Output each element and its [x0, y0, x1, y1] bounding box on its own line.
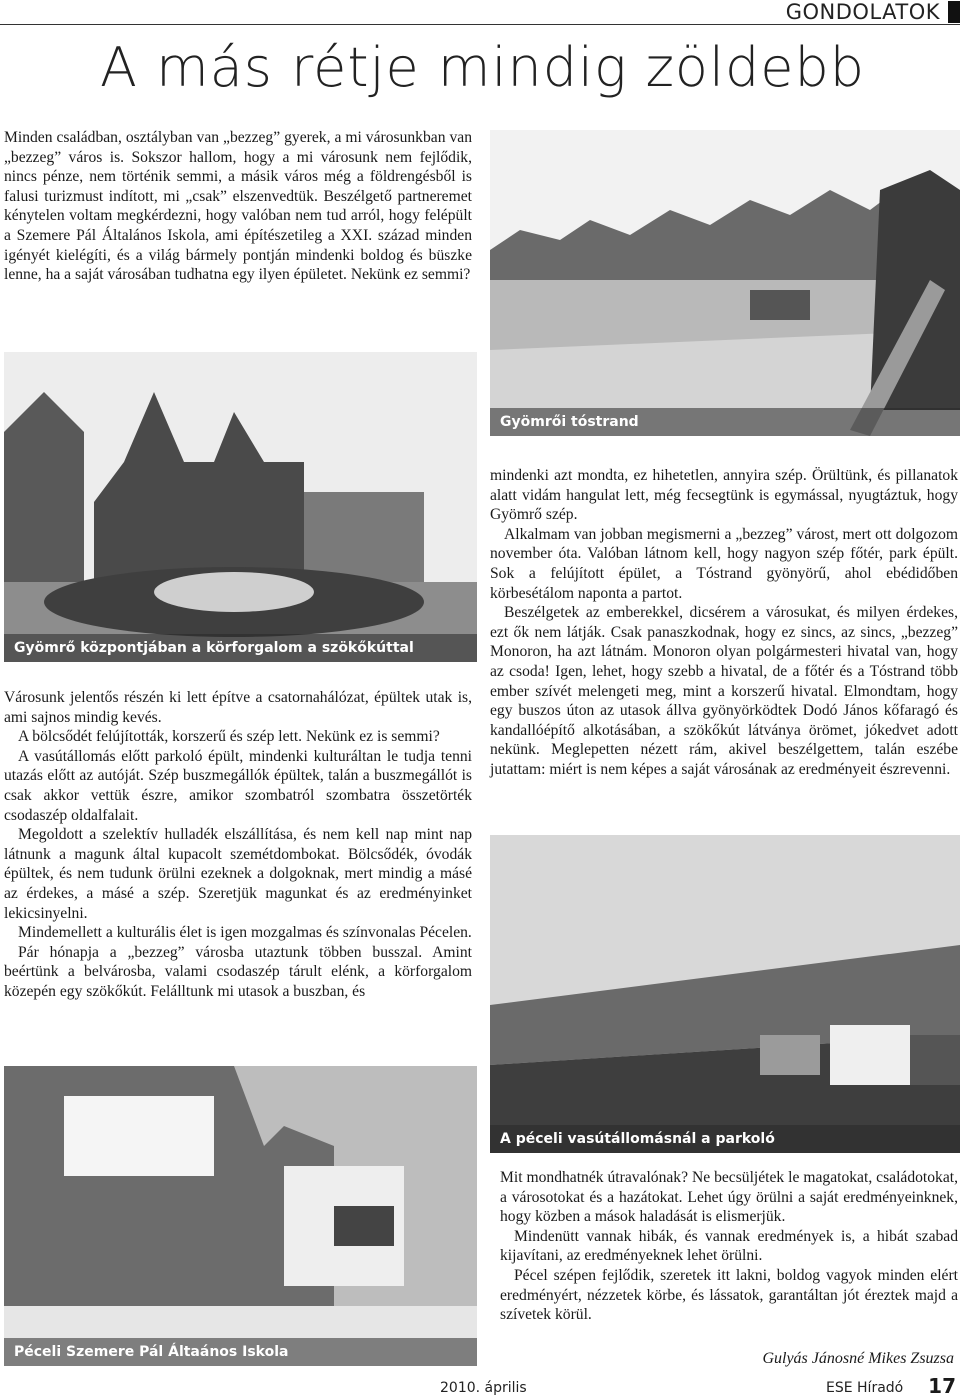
roundabout-caption: Gyömrő központjában a körforgalom a szökőkúttal [4, 634, 477, 662]
paragraph: Beszélgetek az emberekkel, dicsérem a városukat, és milyen érdekes, ezt ők nem látják. Csak panaszkodnak, hogy ez sincs, az sincs, „bezzeg” Monoron, ha azt látnám. Monoron olyan polgármesteri hivatal van, hogy az csoda! Igen, lehet, hogy szebb a hivatal, de a főtér és a Tóstrand több ember szívét melengeti meg, mint a korszerű hivatal. Elmondtam, hogy egy buszos úton az utasok állva gyönyörködtek Dodó János kőfaragó és kandallóépítő alkotásában, a szökőkút látványa örömet, jókedvet adott nekünk. Meglepetten nézett rám, akivel beszélgettem, talán eszébe jutattam: miért is nem képes a saját városának az eredményeit észrevenni. [490, 604, 958, 778]
article-title: A más rétje mindig zöldebb [100, 36, 866, 99]
roundabout-image [4, 352, 477, 662]
paragraph: Pécel szépen fejlődik, szeretek itt lakni, boldog vagyok minden elért eredményért, nézzetek körbe, és lássatok, garantáltan jót éreztek majd a szívetek körül. [500, 1266, 958, 1324]
footer-date: 2010. április [440, 1380, 527, 1396]
intro-paragraph: Minden családban, osztályban van „bezzeg” gyerek, a mi városunkban van „bezzeg” város is. Sokszor hallom, hogy a mi városunk nem fejlődik, nincs pénze, nem történik semmi, a másik város még a földrengésből is falusi turizmust indított, mi „csak” elszenvedtük. Beszélgető partneremet kénytelen voltam megkérdezni, hogy valóban nem tud arról, hogy felépült a Szemere Pál Általános Iskola, ami építészetileg a XXI. század minden igényét kielégíti, és a világ bármely pontján mindenki boldog és büszke lenne, ha a saját városában tudhatna egy ilyen épületet. Nekünk ez semmi? [4, 129, 472, 284]
paragraph: Megoldott a szelektív hulladék elszállítása, és nem kell nap mint nap látnunk a magunk által kupacolt szemétdombokat. Bölcsődék, óvodák épültek, és nem tudunk örülni ezeknek a dolgoknak, mert mindig a másé az érdekes, a másé a szép. Szeretjük magunkat és az eredményinket lekicsinyelni. [4, 826, 472, 922]
section-tag [786, 0, 960, 24]
paragraph: Alkalmam van jobban megismerni a „bezzeg” várost, mert ott dolgozom november óta. Valóban látnom kell, hogy nagyon szép főtér, park épült. Sok a felújított épület, a Tóstrand gyönyörű, ahol ebédidőben körbesétálom naponta a partot. [490, 525, 958, 602]
paragraph: Pár hónapja a „bezzeg” városba utaztunk többen busszal. Amint beértünk a belvárosba, valami csodaszép tárult elénk, a körforgalom közepén egy szökőkút. Felálltunk mi utasok a buszban, és [4, 943, 472, 1000]
paragraph: Mindenütt vannak hibák, és vannak eredmények is, a hibát szabad kijavítani, az eredményeknek lehet örülni. [500, 1227, 958, 1265]
paragraph: A bölcsődét felújították, korszerű és szép lett. Nekünk ez is semmi? [18, 728, 440, 746]
paragraph: Városunk jelentős részén ki lett építve a csatornahálózat, épültek utak is, ami sajnos mindig kevés. [4, 689, 472, 726]
lake-image [490, 130, 960, 436]
school-caption: Péceli Szemere Pál Áltaános Iskola [4, 1338, 477, 1366]
left-column [4, 688, 472, 1002]
parking-photo [490, 835, 960, 1153]
school-image [4, 1066, 477, 1366]
school-photo [4, 1066, 477, 1366]
section-label: GONDOLATOK [785, 0, 940, 24]
author-signature: Gulyás Jánosné Mikes Zsuzsa [762, 1350, 954, 1367]
page-number: 17 [928, 1374, 956, 1398]
roundabout-photo [4, 352, 477, 662]
top-rule [0, 24, 960, 25]
paragraph: A vasútállomás előtt parkoló épült, mindenki kulturáltan le tudja tenni utazás előtt az autóját. Szép buszmegállók épültek, talán a buszmegállót is csak akkor vettük észre, amikor szombatról szombatra összetörték csodaszép oldalfalait. [4, 747, 472, 824]
footer-magazine: ESE Híradó [826, 1380, 904, 1396]
intro-text [4, 128, 472, 285]
paragraph: Mindemellett a kulturális élet is igen mozgalmas és színvonalas Pécelen. [18, 924, 472, 942]
right-column [490, 466, 958, 780]
lake-photo [490, 130, 960, 436]
section-bar [948, 1, 960, 23]
paragraph: Mit mondhatnék útravalónak? Ne becsüljétek le magatokat, családotokat, a városotokat és a hazátokat. Lehet úgy örülni a saját eredményeinknek, hogy közben a mások haladását is elismerjük. [500, 1169, 958, 1226]
lake-caption: Gyömrői tóstrand [490, 408, 960, 436]
right-column-bottom [500, 1168, 958, 1325]
parking-image [490, 835, 960, 1153]
paragraph: mindenki azt mondta, ez hihetetlen, annyira szép. Örültünk, és pillanatok alatt vidám hangulat lett, még fecsegtünk is egymással, nyugtáztuk, hogy Gyömrő szép. [490, 467, 958, 524]
parking-caption: A péceli vasútállomásnál a parkoló [490, 1125, 960, 1153]
